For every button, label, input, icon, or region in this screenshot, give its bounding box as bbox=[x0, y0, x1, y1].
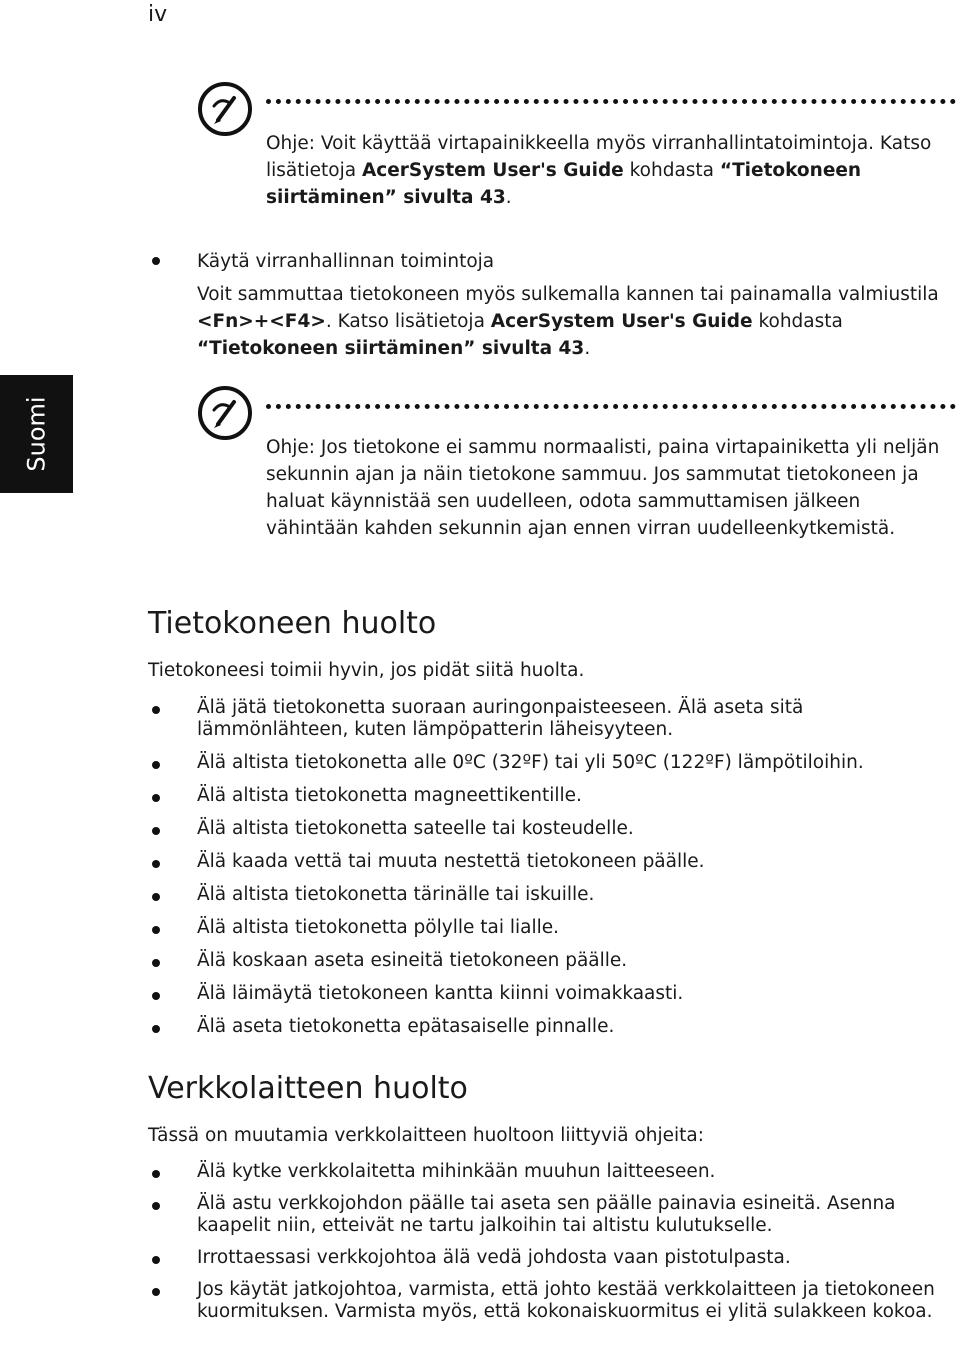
page-number: iv bbox=[148, 2, 168, 27]
list-item-title: Käytä virranhallinnan toimintoja bbox=[197, 251, 495, 272]
list-item: Älä altista tietokonetta pölylle tai lialle. bbox=[148, 917, 948, 939]
language-tab bbox=[0, 375, 73, 493]
list-item: Älä astu verkkojohdon päälle tai aseta sen päälle painavia esineitä. Asenna kaapelit niin, etteivät ne tartu jalkoihin tai altistu kulutukselle. bbox=[148, 1193, 948, 1237]
list-item: Älä altista tietokonetta magneettikentille. bbox=[148, 785, 948, 807]
section-heading: Tietokoneen huolto bbox=[148, 606, 437, 641]
section-intro: Tässä on muutamia verkkolaitteen huoltoon liittyviä ohjeita: bbox=[148, 1125, 704, 1146]
list-item: Jos käytät jatkojohtoa, varmista, että johto kestää verkkolaitteen ja tietokoneen kuormituksen. Varmista myös, että kokonaiskuormitus ei ylitä sulakkeen kokoa. bbox=[148, 1279, 948, 1323]
list-item: Älä jätä tietokonetta suoraan auringonpaisteeseen. Älä aseta sitä lämmönlähteen, kuten lämpöpatterin läheisyyteen. bbox=[148, 697, 948, 741]
note-pencil-icon bbox=[196, 80, 254, 138]
language-tab-label: Suomi bbox=[22, 396, 51, 472]
network-list bbox=[148, 1161, 948, 1333]
section-intro: Tietokoneesi toimii hyvin, jos pidät siitä huolta. bbox=[148, 660, 585, 681]
note-divider bbox=[266, 404, 956, 409]
list-item: Älä aseta tietokonetta epätasaiselle pinnalle. bbox=[148, 1016, 948, 1038]
note-label: Ohje: bbox=[266, 437, 316, 458]
list-item-body: Voit sammuttaa tietokoneen myös sulkemalla kannen tai painamalla valmiustila <Fn>+<F4>. Katso lisätietoja AcerSystem User's Guide kohdasta “Tietokoneen siirtäminen” sivulta 43. bbox=[197, 284, 939, 359]
note-label: Ohje: bbox=[266, 133, 316, 154]
list-item: Älä kytke verkkolaitetta mihinkään muuhun laitteeseen. bbox=[148, 1161, 948, 1183]
power-list bbox=[148, 248, 948, 362]
note-text: Ohje: Voit käyttää virtapainikkeella myös virranhallintatoimintoja. Katso lisätietoja AcerSystem User's Guide kohdasta “Tietokoneen siirtäminen” sivulta 43. bbox=[266, 133, 932, 208]
list-item: Irrottaessasi verkkojohtoa älä vedä johdosta vaan pistotulpasta. bbox=[148, 1247, 948, 1269]
list-item: Älä koskaan aseta esineitä tietokoneen päälle. bbox=[148, 950, 948, 972]
list-item bbox=[148, 248, 948, 362]
note-text: Ohje: Jos tietokone ei sammu normaalisti, paina virtapainiketta yli neljän sekunnin ajan ja näin tietokone sammuu. Jos sammutat tietokoneen ja haluat käynnistää sen uudelleen, odota sammuttamisen jälkeen vähintään kahden sekunnin ajan ennen virran uudelleenkytkemistä. bbox=[266, 437, 940, 539]
care-list bbox=[148, 697, 948, 1049]
list-item: Älä läimäytä tietokoneen kantta kiinni voimakkaasti. bbox=[148, 983, 948, 1005]
note-divider bbox=[266, 99, 956, 104]
list-item: Älä altista tietokonetta alle 0ºC (32ºF) tai yli 50ºC (122ºF) lämpötiloihin. bbox=[148, 752, 948, 774]
list-item: Älä kaada vettä tai muuta nestettä tietokoneen päälle. bbox=[148, 851, 948, 873]
list-item: Älä altista tietokonetta tärinälle tai iskuille. bbox=[148, 884, 948, 906]
section-heading: Verkkolaitteen huolto bbox=[148, 1071, 468, 1106]
list-item: Älä altista tietokonetta sateelle tai kosteudelle. bbox=[148, 818, 948, 840]
note-pencil-icon bbox=[196, 384, 254, 442]
